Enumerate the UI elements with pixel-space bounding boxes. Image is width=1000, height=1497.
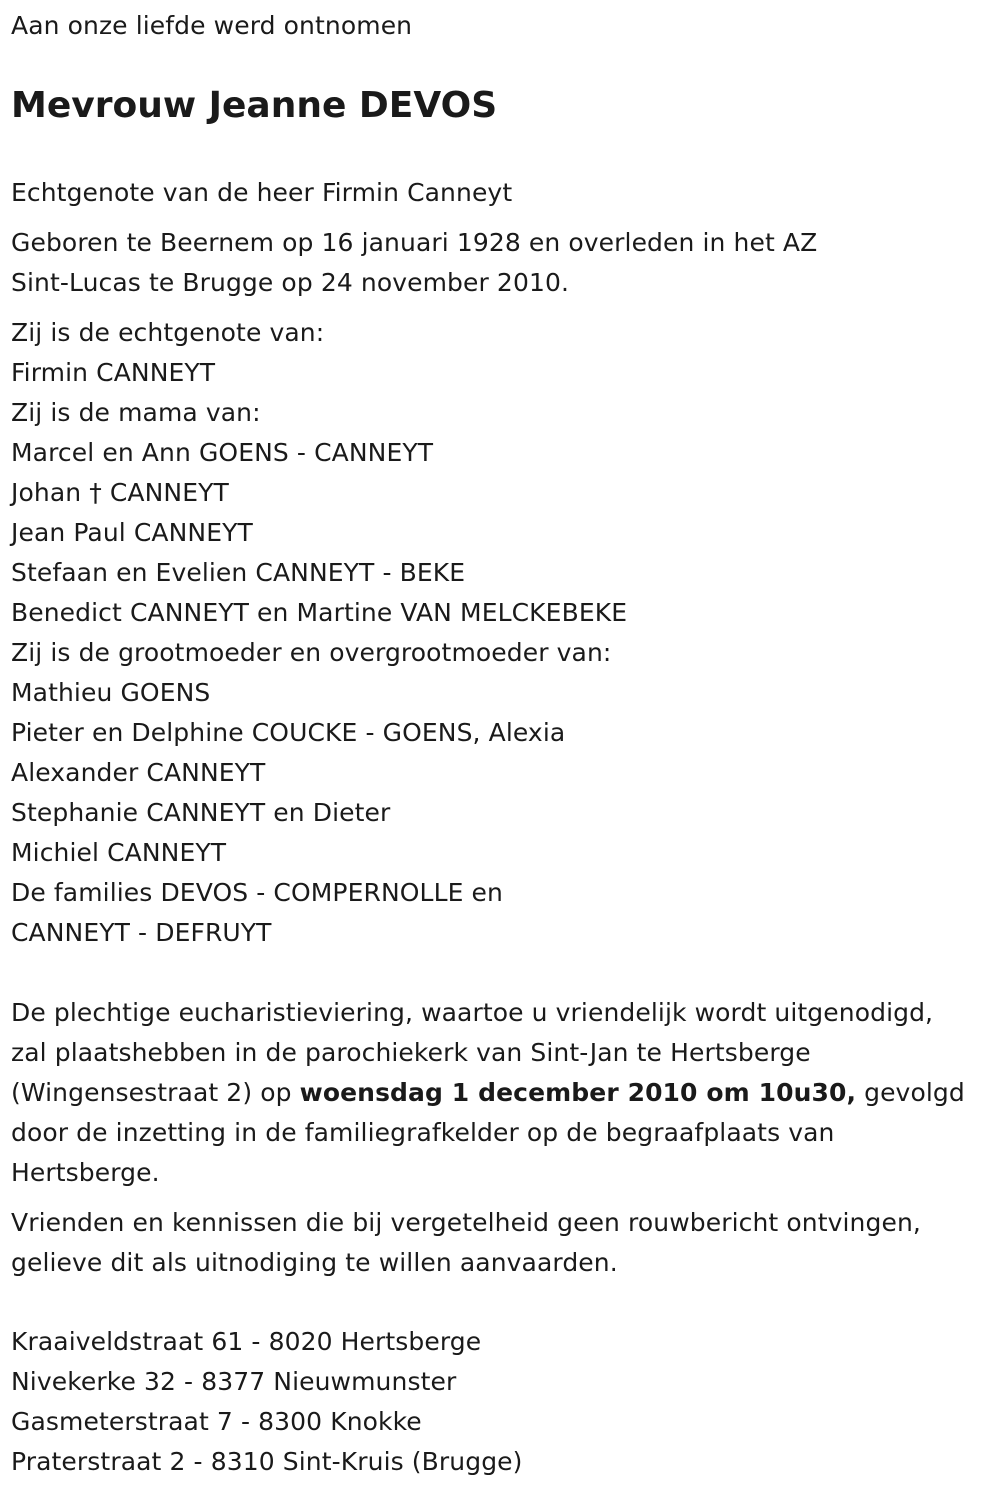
family-line: Johan † CANNEYT bbox=[11, 478, 229, 507]
address-line: Gasmeterstraat 7 - 8300 Knokke bbox=[11, 1407, 422, 1436]
spouse-section bbox=[11, 173, 991, 213]
ceremony-line: door de inzetting in de familiegrafkelder op de begraafplaats van bbox=[11, 1118, 835, 1147]
ceremony-line: zal plaatshebben in de parochiekerk van Sint-Jan te Hertsberge bbox=[11, 1038, 811, 1067]
family-line: Mathieu GOENS bbox=[11, 678, 211, 707]
family-line: Stephanie CANNEYT en Dieter bbox=[11, 798, 391, 827]
born-line: Sint-Lucas te Brugge op 24 november 2010. bbox=[11, 268, 570, 297]
ceremony-line bbox=[11, 1073, 991, 1113]
friends-line: gelieve dit als uitnodiging te willen aanvaarden. bbox=[11, 1248, 618, 1277]
ceremony-line: Hertsberge. bbox=[11, 1158, 160, 1187]
family-line: Firmin CANNEYT bbox=[11, 358, 216, 387]
family-line: Benedict CANNEYT en Martine VAN MELCKEBEKE bbox=[11, 598, 628, 627]
family-line: Zij is de echtgenote van: bbox=[11, 318, 325, 347]
family-line: Alexander CANNEYT bbox=[11, 758, 266, 787]
family-line: Jean Paul CANNEYT bbox=[11, 518, 253, 547]
address-section bbox=[11, 1322, 991, 1482]
ceremony-section bbox=[11, 993, 991, 1193]
family-line: Marcel en Ann GOENS - CANNEYT bbox=[11, 438, 434, 467]
ceremony-datetime: woensdag 1 december 2010 om 10u30, bbox=[299, 1078, 857, 1107]
family-section bbox=[11, 313, 991, 953]
family-line: CANNEYT - DEFRUYT bbox=[11, 918, 272, 947]
ceremony-line: De plechtige eucharistieviering, waartoe u vriendelijk wordt uitgenodigd, bbox=[11, 998, 934, 1027]
address-line: Nivekerke 32 - 8377 Nieuwmunster bbox=[11, 1367, 457, 1396]
family-line: Zij is de grootmoeder en overgrootmoeder van: bbox=[11, 638, 612, 667]
friends-line: Vrienden en kennissen die bij vergetelheid geen rouwbericht ontvingen, bbox=[11, 1208, 921, 1237]
family-line: Michiel CANNEYT bbox=[11, 838, 227, 867]
friends-notice bbox=[11, 1203, 991, 1283]
address-line: Kraaiveldstraat 61 - 8020 Hertsberge bbox=[11, 1327, 482, 1356]
family-line: Pieter en Delphine COUCKE - GOENS, Alexia bbox=[11, 718, 566, 747]
family-line: Zij is de mama van: bbox=[11, 398, 261, 427]
spouse-line: Echtgenote van de heer Firmin Canneyt bbox=[11, 178, 513, 207]
address-line: Praterstraat 2 - 8310 Sint-Kruis (Brugge) bbox=[11, 1447, 523, 1476]
born-line: Geboren te Beernem op 16 januari 1928 en overleden in het AZ bbox=[11, 228, 818, 257]
birth-death-section bbox=[11, 223, 991, 303]
family-line: De families DEVOS - COMPERNOLLE en bbox=[11, 878, 503, 907]
ceremony-text: gevolgd bbox=[856, 1078, 965, 1107]
family-line: Stefaan en Evelien CANNEYT - BEKE bbox=[11, 558, 466, 587]
intro-text: Aan onze liefde werd ontnomen bbox=[11, 11, 413, 40]
deceased-name: Mevrouw Jeanne DEVOS bbox=[11, 85, 498, 126]
ceremony-text: (Wingensestraat 2) op bbox=[11, 1078, 300, 1107]
